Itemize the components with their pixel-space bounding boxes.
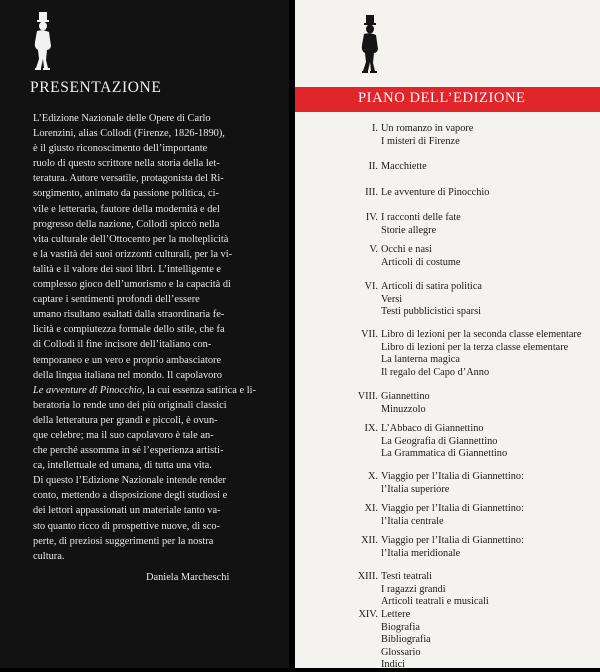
top-hat-man-silhouette-icon [30, 12, 54, 74]
presentation-line-text: della letteratura per grandi e piccoli, è ovun- [33, 414, 218, 426]
presentation-line [33, 428, 279, 443]
presentation-line-text: dei lettori appassionati un materiale tanto va- [33, 505, 221, 517]
presentation-line [33, 171, 279, 186]
volume-number: XIII. [357, 571, 378, 582]
volume-title: Lettere [381, 609, 411, 620]
presentation-line [33, 292, 279, 307]
volume-title: Viaggio per l’Italia di Giannettino: [381, 471, 524, 482]
volume-number: IX. [364, 423, 378, 434]
volume-number: XIV. [358, 609, 378, 620]
volume-title: l’Italia superiore [381, 483, 450, 495]
presentation-line [33, 368, 279, 383]
edition-plan-banner [295, 87, 600, 112]
volume-title: Indici [381, 659, 406, 671]
volume-title: La Grammatica di Giannettino [381, 448, 508, 460]
top-hat-man-silhouette-icon [357, 15, 381, 77]
presentation-line [33, 473, 279, 488]
volume-title: Articoli di costume [381, 256, 461, 268]
volume-number: I. [371, 123, 378, 134]
presentation-line-text: della lingua italiana nel mondo. Il capolavoro [33, 369, 222, 381]
presentation-line [33, 398, 279, 413]
presentation-line-text: captare i sentimenti profondi dell’essere [33, 294, 200, 306]
volume-title: Macchiette [381, 161, 427, 172]
presentation-line [33, 247, 279, 262]
presentation-line [33, 549, 279, 564]
volume-title: La Geografia di Giannettino [381, 435, 498, 447]
volume-title: Versi [381, 293, 403, 305]
volume-titles [381, 123, 473, 148]
presentation-line-text: ca, intellettuale ed umana, di tutta una vita. [33, 460, 212, 472]
presentation-line [33, 141, 279, 156]
volume-titles [381, 244, 461, 269]
presentation-line-text: licità e compiutezza formale dello stile, che fa [33, 324, 225, 336]
presentation-line-text: que celebre; ma il suo capolavoro è tale an- [33, 429, 214, 441]
presentation-line-text: di Collodi il fine incisore dell’italiano con- [33, 339, 212, 351]
presentation-line [33, 383, 279, 398]
volume-title: Glossario [381, 646, 421, 658]
edition-plan-title: PIANO DELL’EDIZIONE [358, 90, 526, 106]
volume-titles [381, 391, 430, 416]
volume-title: I misteri di Firenze [381, 135, 460, 147]
presentation-line-text: sto quanto ricco di prospettive nuove, di sco- [33, 520, 220, 532]
presentation-line [33, 503, 279, 518]
presentation-line-text: complesso gioco dell’umorismo e la capacità di [33, 279, 231, 291]
volume-titles [381, 161, 427, 174]
volume-title: Un romanzo in vapore [381, 123, 474, 134]
volume-number: II. [368, 161, 378, 172]
volume-title: Viaggio per l’Italia di Giannettino: [381, 503, 524, 514]
presentation-line-text: L’Edizione Nazionale delle Opere di Carlo [33, 113, 211, 124]
presentation-line-text: sorgimento, animato da passione politica, ci- [33, 188, 219, 200]
presentation-line-text: Lorenzini, alias Collodi (Firenze, 1826-1890), [33, 128, 225, 140]
volume-titles [381, 471, 524, 496]
volume-titles [381, 609, 431, 672]
volume-number: X. [367, 471, 378, 482]
presentation-line-text: che perché assomma in sé l’esperienza artisti- [33, 445, 224, 457]
presentation-line-text: , la cui essenza satirica e li- [141, 384, 256, 396]
italic-title: Le avventure di Pinocchio [33, 384, 142, 396]
volume-title: Articoli di satira politica [381, 281, 482, 292]
volume-title: Bibliografia [381, 634, 431, 646]
volume-title: Testi pubblicistici sparsi [381, 306, 481, 318]
volume-title: l’Italia centrale [381, 515, 444, 527]
volume-number: XII. [361, 535, 378, 546]
volume-title: I racconti delle fate [381, 212, 461, 223]
volume-title: Biografia [381, 621, 420, 633]
volume-title: Occhi e nasi [381, 244, 432, 255]
presentation-line-text: temporaneo e un vero e proprio ambasciatore [33, 354, 222, 366]
volume-title: l’Italia meridionale [381, 547, 461, 559]
volume-title: Minuzzolo [381, 403, 426, 415]
volume-number: V. [369, 244, 378, 255]
presentation-line [33, 322, 279, 337]
volume-titles [381, 535, 524, 560]
presentation-line [33, 156, 279, 171]
presentation-line-text: è il giusto riconoscimento dell’importante [33, 143, 208, 155]
volume-title: Storie allegre [381, 224, 437, 236]
volume-title: La lanterna magica [381, 354, 460, 366]
presentation-line-text: progresso della nazione, Collodi spiccò nella [33, 218, 220, 230]
volume-number: VIII. [357, 391, 378, 402]
volume-titles [381, 503, 524, 528]
presentation-line [33, 186, 279, 201]
volume-titles [381, 187, 489, 200]
presentation-line [33, 443, 279, 458]
presentation-line-text: e la vastità dei suoi orizzonti culturali, per la vi- [33, 248, 233, 260]
presentation-line [33, 232, 279, 247]
presentation-line [33, 458, 279, 473]
volume-titles [381, 423, 507, 461]
presentation-line-text: teratura. Autore versatile, protagonista del Ri- [33, 173, 224, 185]
volume-title: Giannettino [381, 391, 430, 402]
presentation-line [33, 217, 279, 232]
presentation-line-text: ruolo di questo scrittore nella storia della let- [33, 158, 220, 170]
author-signature: Daniela Marcheschi [146, 572, 230, 583]
presentation-line-text: vile e letteraria, fautore della modernità e del [33, 203, 220, 215]
presentation-line-text: perte, di preziosi suggerimenti per la nostra [33, 535, 214, 547]
presentation-line [33, 277, 279, 292]
presentation-line [33, 307, 279, 322]
presentation-line-text: talità e il valore dei suoi libri. L’intelligente e [33, 263, 222, 275]
presentation-line [33, 519, 279, 534]
volume-title: Articoli teatrali e musicali [381, 596, 489, 608]
volume-number: XI. [364, 503, 378, 514]
presentation-line [33, 262, 279, 277]
presentation-line-text: Di questo l’Edizione Nazionale intende render [33, 475, 227, 487]
volume-number: VI. [364, 281, 378, 292]
volume-titles [381, 571, 489, 609]
presentation-panel [0, 0, 289, 668]
volume-number: III. [365, 187, 378, 198]
volume-titles [381, 281, 482, 319]
presentation-line-text: cultura. [33, 550, 65, 562]
presentation-line [33, 413, 279, 428]
volume-title: L’Abbaco di Giannettino [381, 423, 484, 434]
volume-number: IV. [365, 212, 378, 223]
volume-number: VII. [361, 329, 378, 340]
volume-title: Il regalo del Capo d’Anno [381, 366, 490, 378]
volume-title: I ragazzi grandi [381, 583, 446, 595]
volume-title: Le avventure di Pinocchio [381, 187, 490, 198]
presentation-line [33, 488, 279, 503]
volume-title: Viaggio per l’Italia di Giannettino: [381, 535, 524, 546]
presentation-title: PRESENTAZIONE [30, 79, 162, 96]
edition-plan-panel [295, 0, 600, 671]
volume-titles [381, 212, 461, 237]
presentation-line-text: vita culturale dell’Ottocento per la molteplicità [33, 233, 229, 245]
presentation-line-text: beratoria lo rende uno dei più originali classici [33, 399, 227, 411]
presentation-line [33, 202, 279, 217]
presentation-text [33, 111, 279, 564]
presentation-line [33, 126, 279, 141]
presentation-line [33, 353, 279, 368]
volume-title: Libro di lezioni per la terza classe elementare [381, 341, 569, 353]
presentation-line [33, 111, 279, 126]
volume-title: Libro di lezioni per la seconda classe elementare [381, 329, 582, 340]
presentation-line-text: conto, mettendo a disposizione degli studiosi e [33, 490, 228, 502]
volume-title: Testi teatrali [381, 571, 433, 582]
presentation-line [33, 534, 279, 549]
volume-titles [381, 329, 581, 379]
presentation-line-text: umano risultano esaltati dalla straordinaria fe- [33, 309, 225, 321]
presentation-line [33, 337, 279, 352]
